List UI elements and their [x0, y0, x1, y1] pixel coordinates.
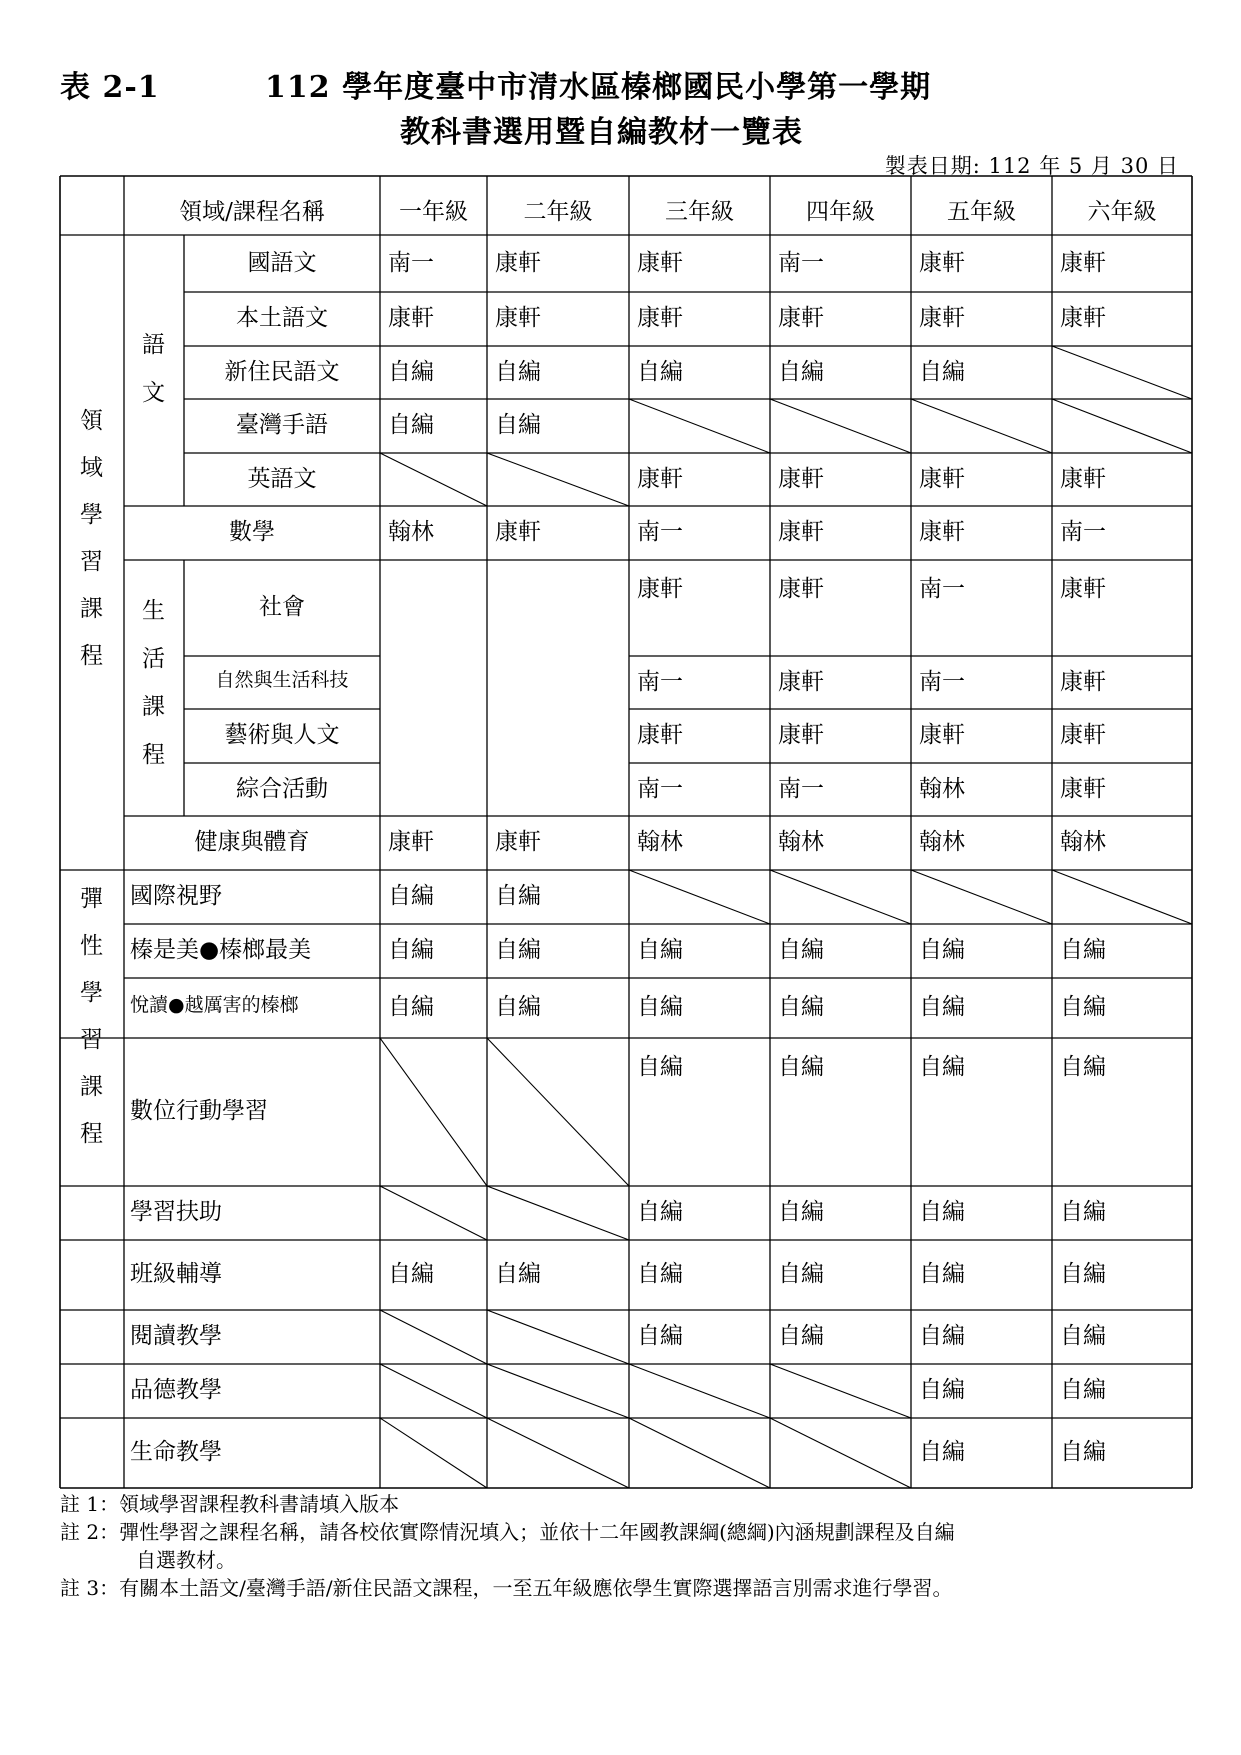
group-domain-label: 程: [80, 643, 103, 669]
group-flex-label: 課: [80, 1074, 103, 1100]
row-value: 自編: [388, 412, 434, 438]
row-value: 自編: [495, 412, 541, 438]
row-value: 康軒: [495, 829, 541, 855]
row-value: 翰林: [637, 829, 683, 855]
row-value: 康軒: [1060, 722, 1106, 748]
row-value: 康軒: [1060, 465, 1106, 492]
row-value: 康軒: [778, 668, 824, 695]
row-name: 藝術與人文: [224, 722, 340, 748]
grid-line: [770, 870, 911, 924]
row-value: 康軒: [495, 519, 541, 545]
row-name: 本土語文: [236, 305, 328, 331]
row-name: 班級輔導: [130, 1261, 222, 1287]
row-value: 南一: [1060, 519, 1106, 545]
group-life-label: 程: [142, 742, 165, 768]
row-value: 自編: [1060, 1323, 1106, 1349]
grid-line: [1052, 399, 1192, 453]
row-value: 康軒: [637, 722, 683, 748]
row-value: 自編: [919, 1199, 965, 1225]
row-name: 自然與生活科技: [215, 668, 349, 691]
group-flex-label: 彈: [80, 886, 103, 912]
row-value: 翰林: [388, 519, 434, 545]
note-2-cont: 自選教材。: [136, 1548, 236, 1572]
grid-line: [487, 1038, 629, 1186]
grid-line: [380, 1310, 487, 1364]
grid-line: [1052, 870, 1192, 924]
row-value: 康軒: [1060, 775, 1106, 802]
row-value: 自編: [388, 1261, 434, 1287]
row-value: 自編: [637, 1199, 683, 1225]
row-value: 自編: [919, 1377, 965, 1403]
row-value: 自編: [495, 937, 541, 963]
page-subtitle: 教科書選用暨自編教材一覽表: [400, 115, 803, 150]
row-value: 康軒: [637, 249, 683, 276]
row-value: 自編: [919, 994, 965, 1020]
row-value: 翰林: [778, 829, 824, 855]
row-value: 南一: [388, 249, 434, 276]
row-value: 自編: [637, 994, 683, 1020]
row-value: 自編: [778, 1054, 824, 1080]
row-value: 自編: [1060, 1261, 1106, 1287]
row-value: 翰林: [919, 775, 965, 802]
notes: [60, 1490, 955, 1602]
row-value: 自編: [919, 1323, 965, 1349]
row-name: 品德教學: [130, 1377, 222, 1403]
row-value: 康軒: [778, 722, 824, 748]
row-name: 學習扶助: [130, 1199, 222, 1225]
note-1: 註 1：領域學習課程教科書請填入版本: [60, 1492, 400, 1516]
row-value: 自編: [388, 883, 434, 909]
group-life-label: 活: [142, 646, 165, 672]
row-value: 南一: [637, 519, 683, 545]
row-value: 自編: [388, 994, 434, 1020]
row-value: 自編: [1060, 1054, 1106, 1080]
row-value: 康軒: [919, 465, 965, 492]
row-value: 翰林: [919, 829, 965, 855]
group-language-label: 文: [142, 380, 165, 406]
row-name: 國語文: [247, 249, 317, 276]
grid-line: [629, 399, 770, 453]
grid-line: [487, 1310, 629, 1364]
grid-line: [629, 1418, 770, 1488]
row-value: 康軒: [919, 722, 965, 748]
row-value: 康軒: [778, 465, 824, 492]
header-name-col: 領域/課程名稱: [179, 199, 325, 225]
row-name: 生命教學: [130, 1439, 222, 1465]
row-value: 自編: [919, 937, 965, 963]
row-value: 南一: [637, 775, 683, 802]
row-value: 自編: [637, 1261, 683, 1287]
row-value: 康軒: [778, 519, 824, 545]
row-value: 自編: [1060, 1377, 1106, 1403]
grid-line: [629, 1364, 770, 1418]
row-value: 康軒: [495, 305, 541, 331]
row-value: 康軒: [388, 829, 434, 855]
row-value: 自編: [778, 1323, 824, 1349]
row-name: 社會: [259, 594, 305, 620]
grid-line: [380, 1186, 487, 1240]
group-domain-label: 課: [80, 596, 103, 622]
grid-line: [911, 399, 1052, 453]
row-value: 自編: [637, 1054, 683, 1080]
group-life-label: 課: [142, 694, 165, 720]
row-value: 翰林: [1060, 829, 1106, 855]
row-value: 自編: [1060, 1439, 1106, 1465]
row-name: 健康與體育: [194, 829, 310, 855]
group-life-label: 生: [142, 598, 165, 624]
group-language-label: 語: [142, 332, 165, 358]
grid-line: [487, 1418, 629, 1488]
row-value: 康軒: [778, 576, 824, 602]
row-value: 康軒: [495, 249, 541, 276]
page-title: 112 學年度臺中市清水區榛榔國民小學第一學期: [265, 70, 932, 105]
row-value: 南一: [778, 775, 824, 802]
row-value: 自編: [637, 937, 683, 963]
row-name: 綜合活動: [236, 775, 328, 802]
row-value: 自編: [637, 358, 683, 385]
row-name: 臺灣手語: [236, 412, 328, 438]
grid-line: [770, 1418, 911, 1488]
group-domain-label: 習: [80, 549, 103, 575]
row-value: 自編: [919, 1054, 965, 1080]
group-domain-label: 域: [80, 455, 103, 481]
grid-line: [380, 1038, 487, 1186]
row-name: 數位行動學習: [130, 1098, 268, 1124]
grid-line: [629, 870, 770, 924]
grid-line: [487, 1364, 629, 1418]
row-name: 英語文: [247, 465, 317, 492]
row-value: 康軒: [1060, 576, 1106, 602]
row-value: 自編: [778, 994, 824, 1020]
group-flex-label: 學: [80, 980, 103, 1006]
row-value: 康軒: [637, 576, 683, 602]
date-line: 製表日期: 112 年 5 月 30 日: [884, 154, 1179, 178]
row-value: 自編: [919, 1261, 965, 1287]
grid-line: [380, 453, 487, 506]
row-value: 南一: [919, 576, 965, 602]
row-value: 自編: [1060, 1199, 1106, 1225]
row-value: 南一: [637, 668, 683, 695]
header-grade: 二年級: [523, 199, 593, 225]
row-value: 康軒: [778, 305, 824, 331]
row-value: 康軒: [919, 249, 965, 276]
grid-line: [770, 399, 911, 453]
row-name: 榛是美●榛榔最美: [130, 937, 312, 963]
row-name: 閱讀教學: [130, 1323, 222, 1349]
grid-line: [380, 1418, 487, 1488]
row-value: 自編: [919, 358, 965, 385]
note-3: 註 3：有關本土語文/臺灣手語/新住民語文課程，一至五年級應依學生實際選擇語言別需求進行學習。: [60, 1576, 953, 1600]
header-grade: 五年級: [947, 199, 1016, 225]
row-value: 自編: [495, 883, 541, 909]
group-domain-label: 領: [80, 408, 103, 434]
row-name: 數學: [229, 519, 275, 545]
row-value: 自編: [1060, 937, 1106, 963]
row-value: 康軒: [388, 305, 434, 331]
row-value: 自編: [495, 1261, 541, 1287]
grid-line: [487, 1186, 629, 1240]
row-value: 康軒: [919, 305, 965, 331]
header-grade: 三年級: [665, 199, 734, 225]
row-value: 南一: [919, 668, 965, 695]
grid-line: [487, 453, 629, 506]
row-value: 康軒: [637, 305, 683, 331]
row-value: 自編: [778, 1199, 824, 1225]
grid-line: [911, 870, 1052, 924]
row-value: 自編: [778, 937, 824, 963]
row-value: 康軒: [1060, 668, 1106, 695]
row-name: 國際視野: [130, 883, 222, 909]
row-value: 自編: [1060, 994, 1106, 1020]
group-flex-label: 程: [80, 1121, 103, 1147]
note-2: 註 2：彈性學習之課程名稱，請各校依實際情況填入；並依十二年國教課綱(總綱)內涵規劃課程及自編: [60, 1520, 955, 1544]
row-value: 康軒: [637, 465, 683, 492]
header-grade: 一年級: [399, 199, 468, 225]
row-value: 南一: [778, 249, 824, 276]
row-name: 悅讀●越厲害的榛榔: [130, 994, 299, 1016]
group-flex-label: 性: [80, 933, 103, 959]
header-grade: 六年級: [1087, 199, 1157, 225]
row-value: 自編: [919, 1439, 965, 1465]
row-value: 自編: [778, 1261, 824, 1287]
row-value: 自編: [637, 1323, 683, 1349]
row-value: 自編: [495, 358, 541, 385]
row-name: 新住民語文: [224, 358, 340, 385]
row-value: 自編: [495, 994, 541, 1020]
grid-line: [380, 1364, 487, 1418]
group-domain-label: 學: [80, 502, 103, 528]
row-value: 康軒: [1060, 249, 1106, 276]
grid-line: [770, 1364, 911, 1418]
header-grade: 四年級: [806, 199, 875, 225]
row-value: 自編: [388, 358, 434, 385]
row-value: 自編: [388, 937, 434, 963]
row-value: 康軒: [1060, 305, 1106, 331]
row-value: 自編: [778, 358, 824, 385]
group-flex-label: 習: [80, 1027, 103, 1053]
table-number: 表 2-1: [60, 70, 160, 105]
row-value: 康軒: [919, 519, 965, 545]
grid-line: [1052, 346, 1192, 399]
